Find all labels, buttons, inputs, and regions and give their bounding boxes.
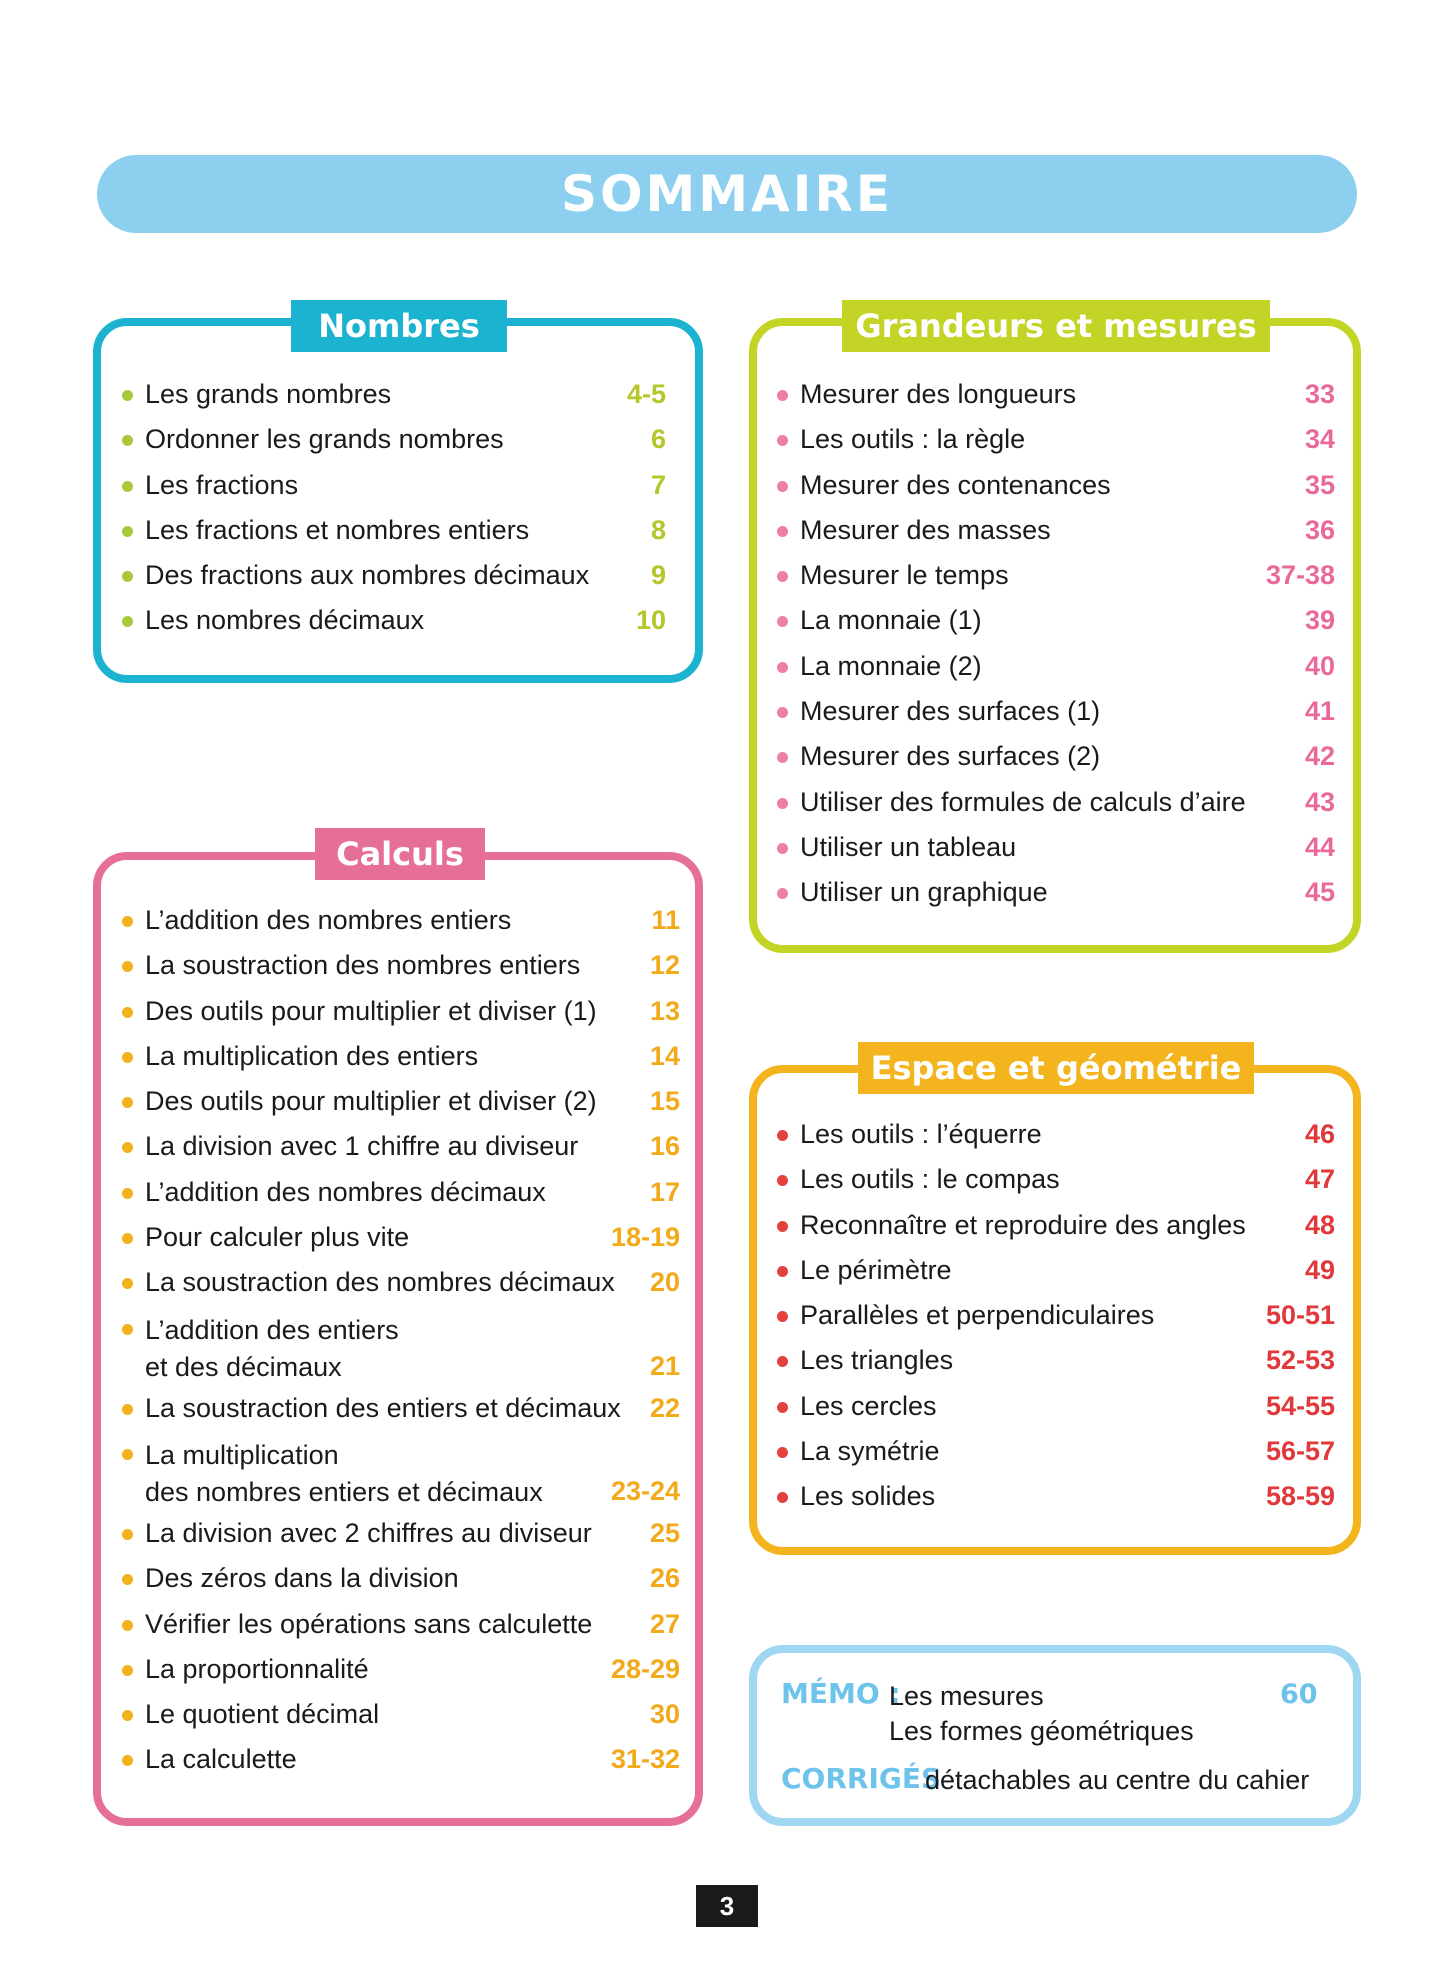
toc-entry-pages: 50-51 [1265, 1300, 1335, 1331]
toc-entry [777, 1157, 1335, 1202]
toc-entry-pages: 7 [650, 469, 666, 500]
toc-entry-pages: 12 [649, 950, 680, 981]
toc-entry-label-line: Mesurer des longueurs [800, 379, 1077, 409]
toc-entry-pages: 4-5 [626, 379, 666, 409]
toc-entry [122, 463, 666, 508]
toc-entry-label [145, 508, 529, 553]
section-memo [749, 1645, 1361, 1826]
toc-entry-label [145, 943, 580, 988]
bullet-icon [777, 888, 788, 899]
toc-entry-pages: 26 [649, 1563, 680, 1594]
toc-entry-label [800, 1112, 1042, 1157]
toc-entry-label [800, 1429, 940, 1474]
toc-entry-pages: 41 [1304, 696, 1335, 727]
toc-entry-label-line: La symétrie [800, 1436, 940, 1467]
toc-entry [777, 870, 1335, 915]
toc-entry-label-line: Les fractions et nombres entiers [145, 514, 530, 545]
toc-entry-label-line: Parallèles et perpendiculaires [800, 1300, 1155, 1331]
toc-entry-label-line: Des outils pour multiplier et diviser (1) [145, 995, 597, 1026]
toc-entry-pages: 14 [649, 1040, 680, 1071]
memo-line-1: Les mesures [889, 1681, 1044, 1711]
toc-entry [122, 1386, 680, 1431]
toc-entry-label [145, 1602, 592, 1647]
toc-entry-label-line: La multiplication des entiers [145, 1040, 479, 1071]
bullet-icon [777, 843, 788, 854]
bullet-icon [122, 1710, 133, 1721]
toc-entry [777, 417, 1335, 462]
toc-entry-pages: 21 [649, 1350, 680, 1381]
bullet-icon [122, 1529, 133, 1540]
calculs-list [122, 898, 680, 1783]
toc-entry-pages: 15 [649, 1086, 680, 1117]
toc-entry-label-line: Utiliser des formules de calculs d’aire [800, 786, 1246, 817]
toc-entry-label-line: Pour calculer plus vite [145, 1222, 410, 1253]
toc-entry-label [145, 989, 597, 1034]
toc-entry-label-line: Utiliser un tableau [800, 831, 1017, 862]
toc-entry-label [145, 1431, 543, 1511]
toc-entry-pages: 56-57 [1265, 1436, 1335, 1467]
bullet-icon [122, 1052, 133, 1063]
bullet-icon [777, 481, 788, 492]
bullet-icon [777, 1221, 788, 1232]
toc-entry [122, 1306, 680, 1386]
toc-entry-pages: 40 [1304, 650, 1335, 681]
toc-entry [122, 1602, 680, 1647]
toc-entry [777, 1293, 1335, 1338]
toc-entry-pages: 18-19 [610, 1222, 680, 1253]
toc-entry-label [145, 1215, 409, 1260]
toc-entry-label-line: Reconnaître et reproduire des angles [800, 1209, 1246, 1240]
toc-entry-pages: 35 [1304, 469, 1335, 500]
bullet-icon [777, 1175, 788, 1186]
toc-entry [122, 1260, 680, 1305]
toc-entry [777, 1203, 1335, 1248]
toc-entry-label-line: Les outils : le compas [800, 1164, 1060, 1195]
toc-entry-label [800, 1384, 937, 1429]
section-grandeurs-title: Grandeurs et mesures [842, 300, 1270, 352]
memo-line-2: Les formes géométriques [889, 1716, 1194, 1746]
toc-entry [122, 943, 680, 988]
toc-entry-label [145, 1692, 379, 1737]
bullet-icon [777, 1492, 788, 1503]
bullet-icon [122, 1142, 133, 1153]
memo-key: MÉMO : [781, 1677, 901, 1710]
toc-entry [122, 1556, 680, 1601]
toc-entry-pages: 34 [1304, 424, 1335, 455]
toc-entry-label [145, 1511, 592, 1556]
toc-entry-label-line: Le quotient décimal [145, 1699, 380, 1730]
toc-entry [122, 1034, 680, 1079]
bullet-icon [122, 1278, 133, 1289]
toc-entry-label-line: Les grands nombres [145, 379, 392, 409]
toc-entry-pages: 6 [650, 424, 666, 455]
toc-entry-label-line: Mesurer des contenances [800, 469, 1111, 500]
toc-entry [777, 1112, 1335, 1157]
bullet-icon [122, 390, 133, 401]
toc-entry-pages: 22 [649, 1392, 680, 1423]
page-title: SOMMAIRE [561, 165, 893, 223]
toc-entry-label [800, 553, 1009, 598]
toc-entry-pages: 16 [649, 1131, 680, 1162]
toc-entry-pages: 42 [1304, 741, 1335, 772]
bullet-icon [777, 1402, 788, 1413]
bullet-icon [122, 1404, 133, 1415]
toc-entry-label [800, 870, 1048, 915]
toc-entry-pages: 9 [650, 560, 666, 591]
toc-entry-pages: 20 [649, 1267, 680, 1298]
toc-entry [777, 1429, 1335, 1474]
bullet-icon [777, 752, 788, 763]
toc-entry-pages: 25 [649, 1517, 680, 1548]
toc-entry [122, 989, 680, 1034]
toc-entry [122, 1647, 680, 1692]
toc-entry-label [145, 1034, 478, 1079]
toc-entry-label-line: L’addition des nombres entiers [145, 905, 512, 935]
bullet-icon [122, 1007, 133, 1018]
toc-entry-pages: 58-59 [1265, 1481, 1335, 1512]
toc-entry-label-line: Les nombres décimaux [145, 605, 425, 636]
toc-entry-label [800, 689, 1100, 734]
toc-entry-label [145, 553, 589, 598]
bullet-icon [122, 481, 133, 492]
toc-entry [777, 598, 1335, 643]
toc-entry [122, 1215, 680, 1260]
toc-entry-label-line: Les fractions [145, 469, 299, 500]
toc-entry-label-line: Utiliser un graphique [800, 877, 1048, 908]
corriges-key: CORRIGÉS [781, 1762, 942, 1795]
toc-entry-label-line: La proportionnalité [145, 1653, 369, 1684]
toc-entry-label [145, 1386, 621, 1431]
corriges-text: détachables au centre du cahier [925, 1765, 1310, 1795]
toc-entry [777, 1384, 1335, 1429]
toc-entry-pages: 23-24 [610, 1475, 680, 1506]
toc-entry-label-line: Mesurer des surfaces (2) [800, 741, 1101, 772]
toc-entry-label [800, 1203, 1246, 1248]
toc-entry-pages: 28-29 [610, 1653, 680, 1684]
toc-entry [122, 508, 666, 553]
toc-entry [122, 1692, 680, 1737]
toc-entry-label-line: Des zéros dans la division [145, 1563, 459, 1594]
toc-entry [122, 1170, 680, 1215]
summary-title-bar [97, 155, 1357, 233]
toc-entry-label [800, 598, 982, 643]
toc-entry-label [145, 598, 424, 643]
toc-entry-pages: 30 [649, 1699, 680, 1730]
toc-entry [122, 1124, 680, 1169]
toc-entry [777, 508, 1335, 553]
toc-entry-label-line: La monnaie (2) [800, 650, 982, 681]
toc-entry-label [145, 463, 298, 508]
bullet-icon [777, 1356, 788, 1367]
toc-entry-pages: 33 [1304, 379, 1335, 409]
toc-entry-label-line: La division avec 1 chiffre au diviseur [145, 1131, 579, 1162]
page-number: 3 [696, 1885, 758, 1927]
toc-entry [122, 1431, 680, 1511]
toc-entry [777, 734, 1335, 779]
toc-entry-pages: 10 [635, 605, 666, 636]
toc-entry-label-line: Ordonner les grands nombres [145, 424, 504, 455]
toc-entry-label [145, 1306, 399, 1386]
bullet-icon [777, 390, 788, 401]
toc-entry-label [145, 1079, 597, 1124]
bullet-icon [777, 1266, 788, 1277]
bullet-icon [122, 961, 133, 972]
toc-entry-pages: 49 [1304, 1254, 1335, 1285]
toc-entry-label [145, 372, 391, 417]
bullet-icon [777, 662, 788, 673]
bullet-icon [122, 1620, 133, 1631]
bullet-icon [122, 1574, 133, 1585]
toc-entry-pages: 44 [1304, 831, 1335, 862]
toc-entry-pages: 13 [649, 995, 680, 1026]
toc-entry-label-line: Des fractions aux nombres décimaux [145, 560, 590, 591]
toc-entry [122, 1737, 680, 1782]
toc-entry-pages: 45 [1304, 877, 1335, 908]
toc-entry-label-line: Les outils : la règle [800, 424, 1026, 455]
bullet-icon [777, 526, 788, 537]
toc-entry-label [145, 1124, 578, 1169]
toc-entry-label [800, 825, 1016, 870]
toc-entry-pages: 46 [1304, 1119, 1335, 1149]
toc-entry [122, 372, 666, 417]
toc-entry [777, 825, 1335, 870]
toc-entry-label [800, 508, 1051, 553]
toc-entry [122, 598, 666, 643]
toc-entry-pages: 54-55 [1265, 1390, 1335, 1421]
bullet-icon [122, 571, 133, 582]
toc-entry-label-line: Des outils pour multiplier et diviser (2) [145, 1086, 597, 1117]
toc-entry-pages: 37-38 [1265, 560, 1335, 591]
toc-entry-label [800, 1157, 1060, 1202]
bullet-icon [122, 1097, 133, 1108]
toc-entry-label-line: La multiplication [145, 1439, 339, 1470]
toc-entry-label-line: La monnaie (1) [800, 605, 982, 636]
toc-entry-label-line: L’addition des nombres décimaux [145, 1176, 546, 1207]
toc-entry-label-line: La calculette [145, 1744, 297, 1775]
toc-entry-label-line: Les cercles [800, 1390, 937, 1421]
toc-entry-label [145, 898, 511, 943]
toc-entry-label-line: Les triangles [800, 1345, 954, 1376]
toc-entry-pages: 48 [1304, 1209, 1335, 1240]
toc-entry-pages: 47 [1304, 1164, 1335, 1195]
toc-entry-label [800, 1474, 935, 1519]
toc-entry-label-line: Les outils : l’équerre [800, 1119, 1042, 1149]
toc-entry-label [800, 1248, 952, 1293]
toc-entry-label [145, 1260, 615, 1305]
toc-entry-label-line: La division avec 2 chiffres au diviseur [145, 1517, 592, 1548]
bullet-icon [777, 798, 788, 809]
toc-entry-label [800, 1338, 953, 1383]
toc-entry [122, 1079, 680, 1124]
bullet-icon [777, 1130, 788, 1141]
toc-entry-label-line: L’addition des entiers [145, 1314, 399, 1345]
bullet-icon [122, 526, 133, 537]
section-calculs-title: Calculs [315, 828, 485, 880]
nombres-list [122, 372, 666, 644]
toc-entry-label [800, 734, 1100, 779]
toc-entry-pages: 8 [650, 514, 666, 545]
bullet-icon [122, 916, 133, 927]
toc-entry-label-line: Le périmètre [800, 1254, 952, 1285]
toc-entry-label-line: La soustraction des nombres décimaux [145, 1267, 615, 1298]
toc-entry-label [800, 372, 1076, 417]
bullet-icon [777, 1447, 788, 1458]
toc-entry-label [145, 1737, 297, 1782]
toc-entry-label-line: Vérifier les opérations sans calculette [145, 1608, 593, 1639]
bullet-icon [777, 1311, 788, 1322]
toc-entry-pages: 27 [649, 1608, 680, 1639]
toc-entry-label-line: La soustraction des entiers et décimaux [145, 1392, 621, 1423]
toc-entry [777, 372, 1335, 417]
toc-entry-pages: 52-53 [1265, 1345, 1335, 1376]
toc-entry [122, 417, 666, 462]
toc-entry-label-line: Mesurer des masses [800, 514, 1051, 545]
bullet-icon [122, 1233, 133, 1244]
toc-entry-pages: 36 [1304, 514, 1335, 545]
section-nombres-title: Nombres [291, 300, 507, 352]
toc-entry-label-line: Mesurer le temps [800, 560, 1009, 591]
toc-entry-label [145, 417, 504, 462]
toc-entry-label [145, 1170, 546, 1215]
toc-entry-pages: 11 [651, 905, 680, 935]
toc-entry-label [800, 1293, 1154, 1338]
section-espace-title: Espace et géométrie [858, 1042, 1254, 1094]
toc-entry [777, 1248, 1335, 1293]
toc-entry-label-line: et des décimaux [145, 1351, 342, 1382]
toc-entry-label [800, 644, 982, 689]
toc-entry [777, 553, 1335, 598]
bullet-icon [777, 616, 788, 627]
bullet-icon [122, 1188, 133, 1199]
toc-entry-label [800, 417, 1025, 462]
toc-entry [122, 898, 680, 943]
toc-entry [777, 689, 1335, 734]
bullet-icon [777, 707, 788, 718]
toc-entry-pages: 43 [1304, 786, 1335, 817]
toc-entry-pages: 31-32 [610, 1744, 680, 1775]
bullet-icon [122, 1449, 133, 1460]
toc-entry [777, 644, 1335, 689]
bullet-icon [122, 1665, 133, 1676]
toc-entry [122, 553, 666, 598]
toc-entry-label-line: Mesurer des surfaces (1) [800, 696, 1101, 727]
toc-entry-label [800, 780, 1246, 825]
toc-entry [777, 463, 1335, 508]
bullet-icon [777, 435, 788, 446]
bullet-icon [122, 1324, 133, 1335]
toc-entry-label [145, 1647, 369, 1692]
toc-entry-pages: 17 [649, 1176, 680, 1207]
toc-entry [777, 780, 1335, 825]
toc-entry-label-line: Les solides [800, 1481, 936, 1512]
toc-entry [777, 1338, 1335, 1383]
bullet-icon [122, 616, 133, 627]
bullet-icon [122, 1755, 133, 1766]
toc-entry-label [800, 463, 1111, 508]
toc-entry-label-line: des nombres entiers et décimaux [145, 1476, 543, 1507]
toc-entry [777, 1474, 1335, 1519]
toc-entry [122, 1511, 680, 1556]
memo-pages: 60 [1280, 1679, 1318, 1710]
bullet-icon [122, 435, 133, 446]
toc-entry-pages: 39 [1304, 605, 1335, 636]
bullet-icon [777, 571, 788, 582]
grandeurs-list [777, 372, 1335, 916]
toc-entry-label-line: La soustraction des nombres entiers [145, 950, 581, 981]
espace-list [777, 1112, 1335, 1520]
toc-entry-label [145, 1556, 459, 1601]
